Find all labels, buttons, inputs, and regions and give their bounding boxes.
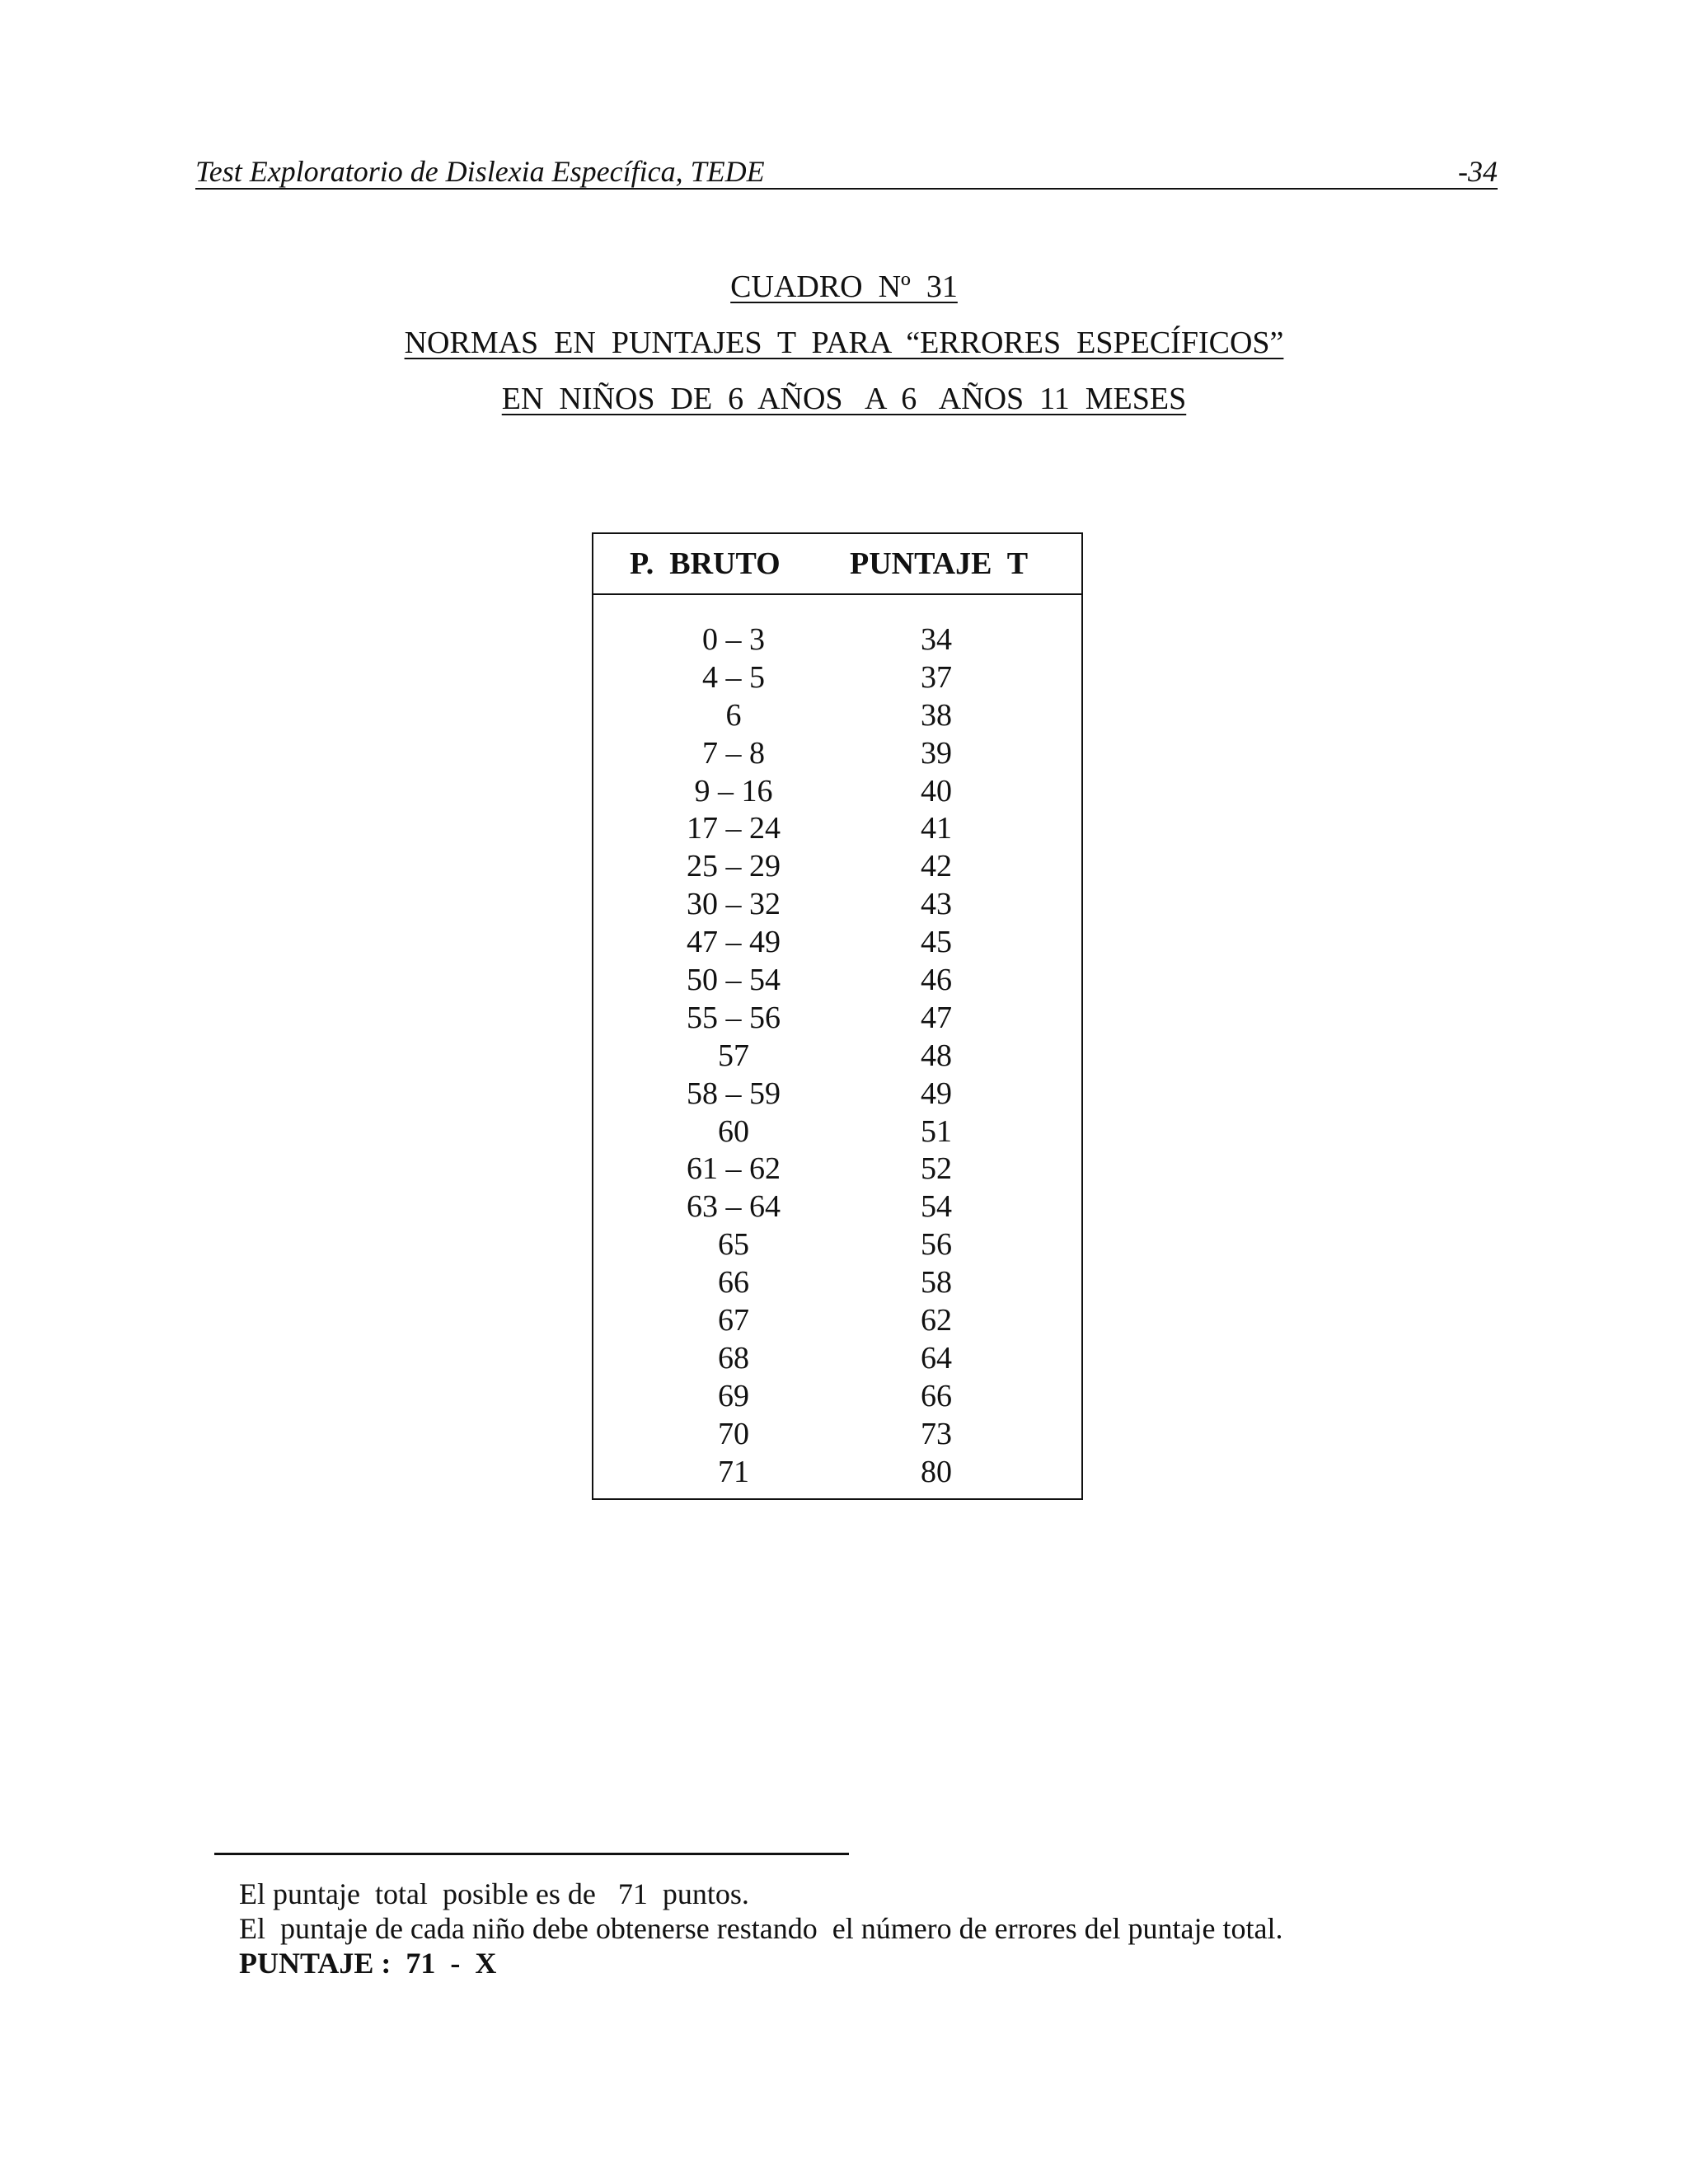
page-number: -34 bbox=[1458, 155, 1498, 188]
raw-score-cell: 25 – 29 bbox=[687, 849, 781, 884]
table-row bbox=[593, 1378, 1081, 1416]
running-header bbox=[195, 155, 1498, 190]
column-header-raw-score: P. BRUTO bbox=[630, 546, 781, 581]
raw-score-cell: 6 bbox=[725, 697, 742, 733]
t-score-cell: 52 bbox=[921, 1151, 952, 1187]
t-score-cell: 80 bbox=[921, 1454, 952, 1489]
footnote-divider bbox=[214, 1853, 849, 1855]
table-row bbox=[593, 1416, 1081, 1454]
t-score-cell: 73 bbox=[921, 1416, 952, 1451]
footnote-instructions: El puntaje de cada niño debe obtenerse restando el número de errores del puntaje total. bbox=[239, 1912, 1283, 1945]
t-score-cell: 39 bbox=[921, 735, 952, 771]
column-header-t-score: PUNTAJE T bbox=[850, 546, 1029, 581]
raw-score-cell: 68 bbox=[718, 1340, 749, 1376]
raw-score-cell: 50 – 54 bbox=[687, 963, 781, 998]
t-score-cell: 45 bbox=[921, 925, 952, 960]
t-score-cell: 47 bbox=[921, 1000, 952, 1035]
t-score-cell: 46 bbox=[921, 963, 952, 998]
table-row bbox=[593, 1264, 1081, 1302]
raw-score-cell: 61 – 62 bbox=[687, 1151, 781, 1187]
t-score-cell: 58 bbox=[921, 1265, 952, 1301]
caption-line-3: EN NIÑOS DE 6 AÑOS A 6 AÑOS 11 MESES bbox=[501, 382, 1187, 416]
t-score-cell: 38 bbox=[921, 697, 952, 733]
t-score-cell: 40 bbox=[921, 773, 952, 808]
raw-score-cell: 17 – 24 bbox=[687, 811, 781, 846]
raw-score-cell: 0 – 3 bbox=[702, 622, 765, 657]
document-title: Test Exploratorio de Dislexia Específica, TEDE bbox=[195, 155, 765, 188]
table-caption-number bbox=[0, 269, 1688, 305]
table-row bbox=[593, 1454, 1081, 1492]
raw-score-cell: 4 – 5 bbox=[702, 659, 765, 695]
t-score-cell: 64 bbox=[921, 1340, 952, 1376]
table-row bbox=[593, 621, 1081, 659]
raw-score-cell: 60 bbox=[718, 1113, 749, 1149]
raw-score-cell: 30 – 32 bbox=[687, 887, 781, 922]
table-row bbox=[593, 1000, 1081, 1038]
table-row bbox=[593, 848, 1081, 886]
t-score-cell: 49 bbox=[921, 1076, 952, 1111]
table-row bbox=[593, 1151, 1081, 1188]
table-body bbox=[593, 621, 1081, 1491]
table-caption-subtitle bbox=[0, 381, 1688, 417]
t-score-cell: 62 bbox=[921, 1303, 952, 1338]
table-row bbox=[593, 1302, 1081, 1340]
footnote-formula: PUNTAJE : 71 - X bbox=[239, 1947, 497, 1980]
raw-score-cell: 7 – 8 bbox=[702, 735, 765, 771]
raw-score-cell: 47 – 49 bbox=[687, 925, 781, 960]
table-row bbox=[593, 1188, 1081, 1226]
raw-score-cell: 70 bbox=[718, 1416, 749, 1451]
raw-score-cell: 66 bbox=[718, 1265, 749, 1301]
raw-score-cell: 55 – 56 bbox=[687, 1000, 781, 1035]
norms-table bbox=[592, 532, 1083, 1500]
t-score-cell: 56 bbox=[921, 1227, 952, 1263]
t-score-cell: 34 bbox=[921, 622, 952, 657]
t-score-cell: 51 bbox=[921, 1113, 952, 1149]
table-row bbox=[593, 1226, 1081, 1264]
t-score-cell: 66 bbox=[921, 1378, 952, 1413]
table-row bbox=[593, 924, 1081, 962]
raw-score-cell: 65 bbox=[718, 1227, 749, 1263]
raw-score-cell: 63 – 64 bbox=[687, 1189, 781, 1225]
table-caption-title bbox=[0, 325, 1688, 361]
table-row bbox=[593, 697, 1081, 735]
raw-score-cell: 71 bbox=[718, 1454, 749, 1489]
table-row bbox=[593, 1340, 1081, 1378]
table-row bbox=[593, 962, 1081, 1000]
table-row bbox=[593, 1038, 1081, 1076]
table-row bbox=[593, 659, 1081, 697]
caption-line-1: CUADRO Nº 31 bbox=[730, 269, 958, 304]
raw-score-cell: 69 bbox=[718, 1378, 749, 1413]
table-row bbox=[593, 1076, 1081, 1113]
raw-score-cell: 67 bbox=[718, 1303, 749, 1338]
raw-score-cell: 57 bbox=[718, 1038, 749, 1073]
t-score-cell: 48 bbox=[921, 1038, 952, 1073]
table-row bbox=[593, 810, 1081, 848]
t-score-cell: 42 bbox=[921, 849, 952, 884]
t-score-cell: 43 bbox=[921, 887, 952, 922]
table-row bbox=[593, 773, 1081, 811]
raw-score-cell: 58 – 59 bbox=[687, 1076, 781, 1111]
t-score-cell: 41 bbox=[921, 811, 952, 846]
t-score-cell: 54 bbox=[921, 1189, 952, 1225]
footnote-total-score: El puntaje total posible es de 71 puntos. bbox=[239, 1877, 749, 1910]
raw-score-cell: 9 – 16 bbox=[694, 773, 773, 808]
table-row bbox=[593, 886, 1081, 924]
table-row bbox=[593, 735, 1081, 773]
table-row bbox=[593, 1113, 1081, 1151]
caption-line-2: NORMAS EN PUNTAJES T PARA “ERRORES ESPECÍFICOS” bbox=[404, 326, 1284, 360]
t-score-cell: 37 bbox=[921, 659, 952, 695]
table-header-row bbox=[593, 534, 1081, 595]
